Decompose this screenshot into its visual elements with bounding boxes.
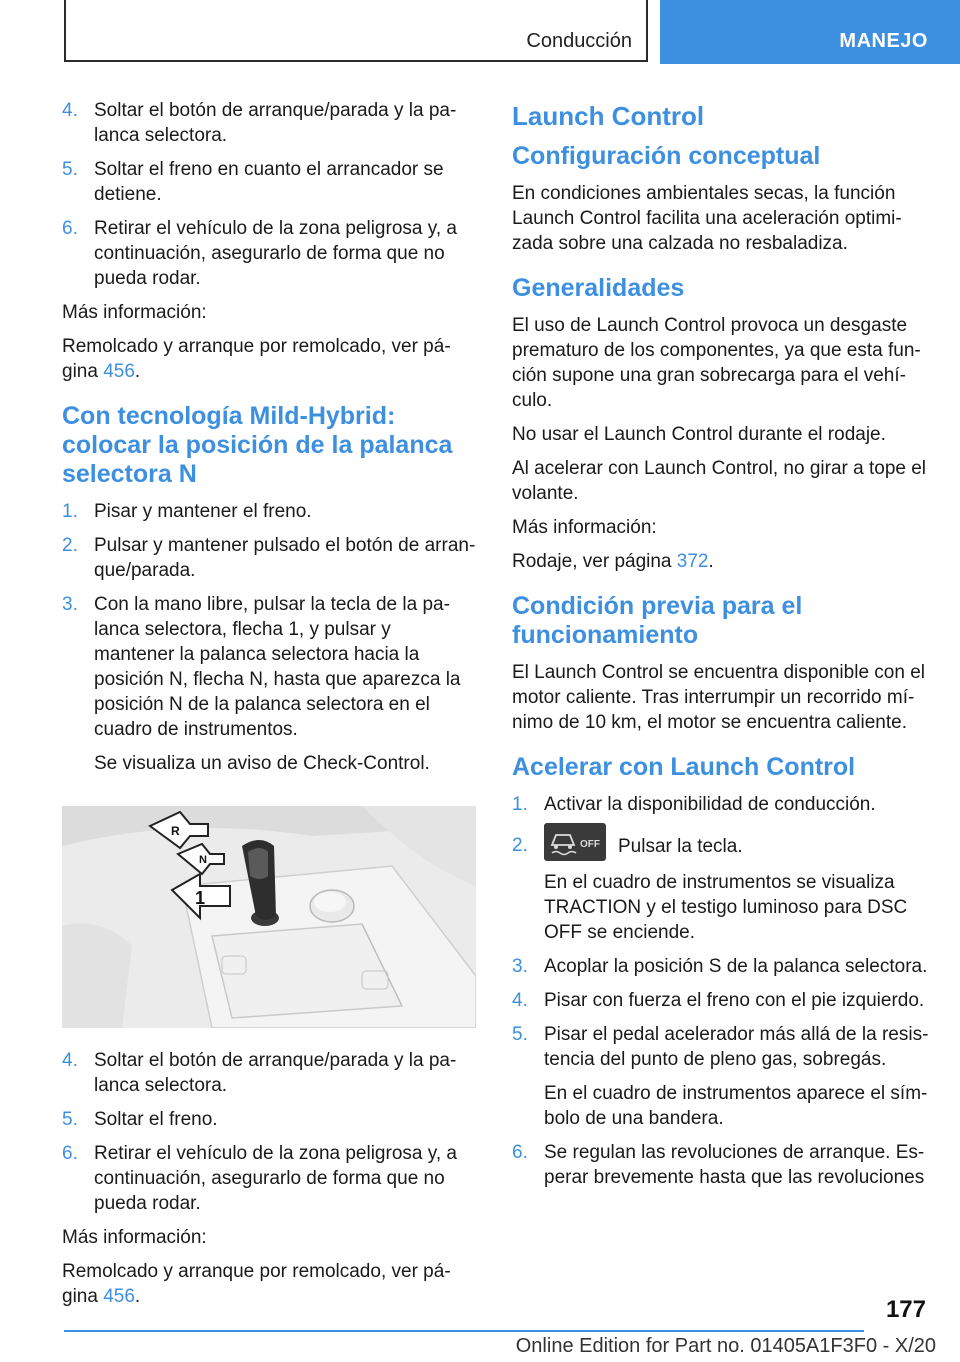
- step-number: 6.: [512, 1142, 528, 1163]
- section-heading-mild-hybrid: Con tecnología Mild-Hybrid: colocar la posición de la palanca selectora N: [62, 402, 453, 488]
- dsc-off-button-icon: [544, 823, 606, 861]
- step-number: 4.: [62, 100, 78, 121]
- page-number: 177: [885, 1296, 926, 1323]
- paragraph: No usar el Launch Control durante el rodaje.: [512, 424, 886, 445]
- cross-reference: [62, 1259, 476, 1309]
- list-item: [62, 592, 476, 742]
- more-info-label: Más información:: [512, 517, 657, 538]
- section-heading-general: Generalidades: [512, 274, 685, 302]
- more-info-label: Más información:: [62, 302, 207, 323]
- step-number: 6.: [62, 1143, 78, 1164]
- step-number: 1.: [512, 794, 528, 815]
- list-item: [512, 954, 930, 979]
- right-column: [512, 98, 930, 1199]
- step-note: Se visualiza un aviso de Check-Control.: [94, 753, 430, 774]
- list-item: [62, 1048, 476, 1098]
- step-text: Soltar el freno en cuanto el arrancador se detiene.: [94, 159, 444, 205]
- step-text: Retirar el vehículo de la zona peligrosa y, a continuación, asegurarlo de forma que no pueda rodar.: [94, 218, 457, 289]
- dsc-off-label: OFF: [580, 839, 600, 850]
- gear-selector-figure: [62, 806, 476, 1028]
- step-note: En el cuadro de instrumentos aparece el símbolo de una bandera.: [544, 1083, 928, 1129]
- list-item: [62, 533, 476, 583]
- section-heading-prerequisite: Condición previa para el funcionamiento: [512, 592, 803, 649]
- figure-label-r: R: [171, 824, 180, 838]
- cross-reference-end: .: [134, 361, 141, 382]
- step-text: Soltar el botón de arranque/parada y la palanca selectora.: [94, 100, 457, 146]
- step-text: Soltar el freno.: [94, 1109, 218, 1130]
- cross-reference: [512, 549, 930, 574]
- list-item: [62, 216, 476, 291]
- page-header: [0, 0, 960, 64]
- cross-reference-end: .: [134, 1286, 141, 1307]
- step-number: 1.: [62, 501, 78, 522]
- figure-label-1: 1: [195, 888, 206, 908]
- step-number: 5.: [62, 159, 78, 180]
- step-text: Pisar con fuerza el freno con el pie izquierdo.: [544, 990, 925, 1011]
- list-item: [62, 1107, 476, 1132]
- list-item: [512, 988, 930, 1013]
- cross-reference-text: Rodaje, ver página: [512, 551, 677, 572]
- cross-reference-text: Remolcado y arranque por remolcado, ver página: [62, 1261, 451, 1307]
- step-text: Retirar el vehículo de la zona peligrosa y, a continuación, asegurarlo de forma que no pueda rodar.: [94, 1143, 457, 1214]
- section-heading-concept: Configuración conceptual: [512, 142, 821, 170]
- step-text: Activar la disponibilidad de conducción.: [544, 794, 876, 815]
- header-chapter-tab: [660, 0, 960, 64]
- page-link[interactable]: 456: [103, 1286, 135, 1307]
- edition-footer: Online Edition for Part no. 01405A1F3F0 - X/20: [515, 1335, 936, 1357]
- figure-label-n: N: [199, 854, 207, 866]
- step-number: 6.: [62, 218, 78, 239]
- cross-reference-text: Remolcado y arranque por remolcado, ver página: [62, 336, 451, 382]
- header-section-title: Conducción: [526, 30, 632, 52]
- step-text: Se regulan las revoluciones de arranque. Esperar brevemente hasta que las revoluciones: [544, 1142, 925, 1188]
- step-number: 2.: [512, 835, 528, 856]
- paragraph: Al acelerar con Launch Control, no girar a tope el volante.: [512, 458, 927, 504]
- cross-reference-end: .: [708, 551, 714, 572]
- section-heading-accelerate: Acelerar con Launch Control: [512, 753, 856, 781]
- left-column: [62, 98, 476, 1318]
- gear-selector-illustration: [62, 806, 476, 1028]
- step-text: Pisar el pedal acelerador más allá de la resistencia del punto de pleno gas, sobregás.: [544, 1024, 929, 1070]
- list-item: [62, 157, 476, 207]
- step-number: 3.: [512, 956, 528, 977]
- paragraph: El uso de Launch Control provoca un desgaste prematuro de los componentes, ya que esta función supone una gran sobrecarga para el vehículo.: [512, 315, 921, 411]
- step-number: 4.: [62, 1050, 78, 1071]
- more-info-label: Más información:: [62, 1227, 207, 1248]
- step-text: Pulsar la tecla.: [618, 836, 743, 858]
- list-item: [512, 1140, 930, 1190]
- step-text: Pulsar y mantener pulsado el botón de arranque/parada.: [94, 535, 476, 581]
- step-text: Con la mano libre, pulsar la tecla de la palanca selectora, flecha 1, y pulsar y mantener la palanca selectora hacia la posición N, flecha N, hasta que aparezca la posición N de la palanca selectora en el cuadro de instrumentos.: [94, 594, 461, 740]
- list-item: [62, 1141, 476, 1216]
- step-number: 4.: [512, 990, 528, 1011]
- step-text: Acoplar la posición S de la palanca selectora.: [544, 956, 928, 977]
- list-item: [512, 833, 930, 861]
- list-item: [62, 499, 476, 524]
- header-section-box: [64, 0, 648, 62]
- step-number: 3.: [62, 594, 78, 615]
- step-text: Soltar el botón de arranque/parada y la palanca selectora.: [94, 1050, 457, 1096]
- step-number: 5.: [512, 1024, 528, 1045]
- list-item: [512, 1022, 930, 1072]
- step-number: 2.: [62, 535, 78, 556]
- footer-divider: [64, 1330, 864, 1332]
- step-note: En el cuadro de instrumentos se visualiza TRACTION y el testigo luminoso para DSC OFF se enciende.: [544, 872, 908, 943]
- step-text: Pisar y mantener el freno.: [94, 501, 312, 522]
- page-link[interactable]: 372: [676, 551, 709, 572]
- paragraph: El Launch Control se encuentra disponible con el motor caliente. Tras interrumpir un recorrido mínimo de 10 km, el motor se encuentra caliente.: [512, 662, 925, 733]
- page-link[interactable]: 456: [103, 361, 135, 382]
- list-item: [62, 98, 476, 148]
- paragraph: En condiciones ambientales secas, la función Launch Control facilita una aceleración optimizada sobre una calzada no resbaladiza.: [512, 183, 902, 254]
- chapter-title: Launch Control: [512, 101, 705, 131]
- cross-reference: [62, 334, 476, 384]
- list-item: [512, 792, 930, 817]
- header-chapter-label: MANEJO: [839, 30, 928, 52]
- step-number: 5.: [62, 1109, 78, 1130]
